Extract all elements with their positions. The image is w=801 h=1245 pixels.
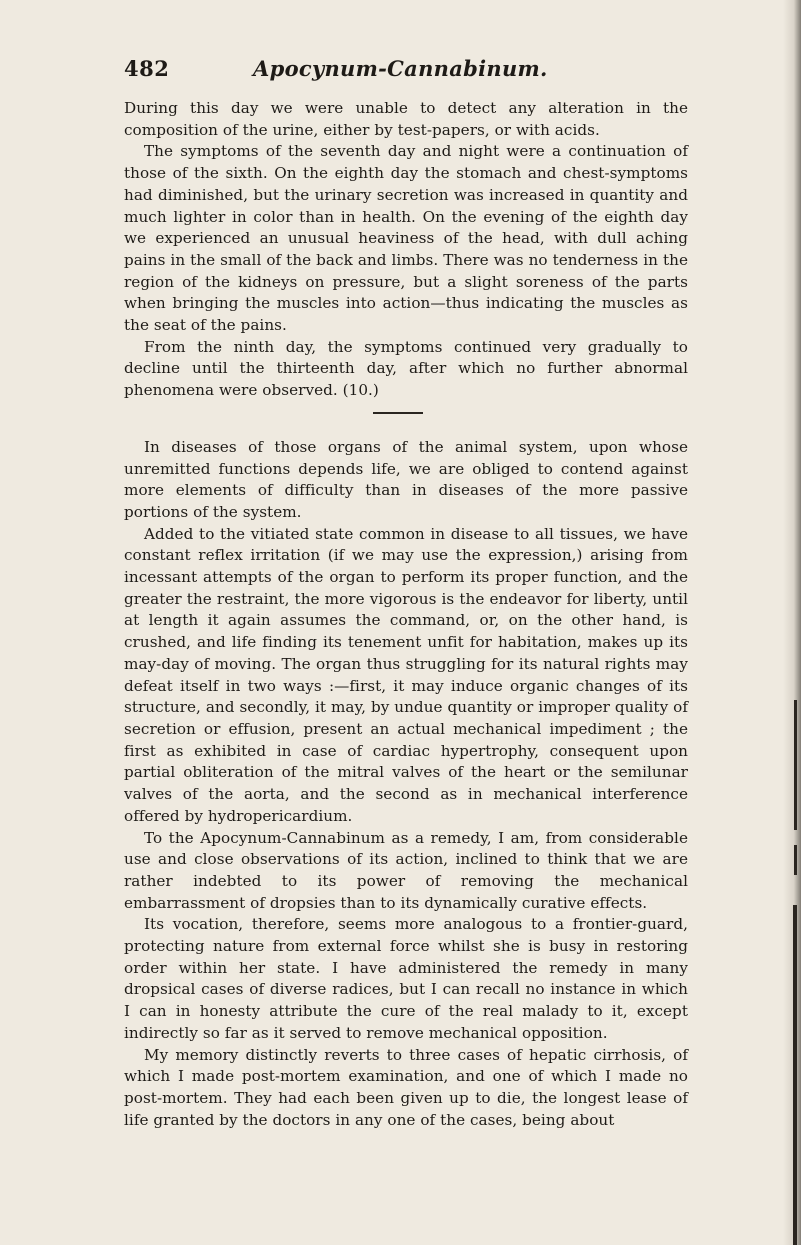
paragraph: The symptoms of the seventh day and night were a continuation of those of the sixth. On the eighth day the stomach and chest-symptoms had diminished, but the urinary secretion was increased in quantity and much lighter in color than in health. On the evening of the eighth day we experienced an unusual heaviness of the head, with dull aching pains in the small of the back and limbs. There was no tenderness in the region of the kidneys on pressure, but a slight soreness of the parts when bringing the muscles into action—thus indicating the muscles as the seat of the pains. bbox=[124, 142, 688, 335]
section-remarks bbox=[124, 437, 688, 1132]
paragraph: My memory distinctly reverts to three cases of hepatic cirrhosis, of which I made post-mortem examination, and one of which I made no post-mortem. They had each been given up to die, the longest lease of life granted by the doctors in any one of the cases, being about bbox=[124, 1045, 688, 1129]
page-number: 482 bbox=[124, 56, 170, 81]
paragraph: Its vocation, therefore, seems more analogous to a frontier-guard, protecting nature from external force whilst she is busy in restoring order within her state. I have administered the remedy in many dropsical cases of diverse radices, but I can recall no instance in which I can in honesty attribute the cure of the real malady to it, except indirectly so far as it served to remove mechanical opposition. bbox=[124, 915, 688, 1042]
section-divider bbox=[373, 412, 423, 414]
page-header bbox=[124, 56, 684, 86]
paragraph: To the Apocynum-Cannabinum as a remedy, I am, from considerable use and close observations of its action, inclined to think that we are rather indebted to its power of removing the mechanical embarrassment of dropsies than to its dynamically curative effects. bbox=[124, 828, 688, 912]
page-edge-mark bbox=[793, 905, 797, 1245]
page-edge-mark bbox=[794, 700, 797, 830]
running-head: Apocynum-Cannabinum. bbox=[253, 56, 548, 81]
page-edge-mark bbox=[794, 845, 797, 875]
section-symptoms bbox=[124, 98, 688, 402]
page-edge-shadow bbox=[783, 0, 801, 1245]
paragraph: From the ninth day, the symptoms continued very gradually to decline until the thirteenth day, after which no further abnormal phenomena were observed. (10.) bbox=[124, 337, 688, 400]
paragraph: Added to the vitiated state common in disease to all tissues, we have constant reflex irritation (if we may use the expression,) arising from incessant attempts of the organ to perform its proper function, and the greater the restraint, the more vigorous is the endeavor for liberty, until at length it again assumes the command, or, on the other hand, is crushed, and life finding its tenement unfit for habitation, makes up its may-day of moving. The organ thus struggling for its natural rights may defeat itself in two ways :—first, it may induce organic changes of its structure, and secondly, it may, by undue quantity or improper quality of secretion or effusion, present an actual mechanical impediment ; the first as exhibited in case of cardiac hypertrophy, consequent upon partial obliteration of the mitral valves of the heart or the semilunar valves of the aorta, and the second as in mechanical interference offered by hydropericardium. bbox=[124, 524, 688, 825]
page-body bbox=[124, 98, 688, 1131]
paragraph: During this day we were unable to detect any alteration in the composition of the urine, either by test-papers, or with acids. bbox=[124, 99, 688, 139]
paragraph: In diseases of those organs of the animal system, upon whose unremitted functions depends life, we are obliged to contend against more elements of difficulty than in diseases of the more passive portions of the system. bbox=[124, 437, 688, 521]
